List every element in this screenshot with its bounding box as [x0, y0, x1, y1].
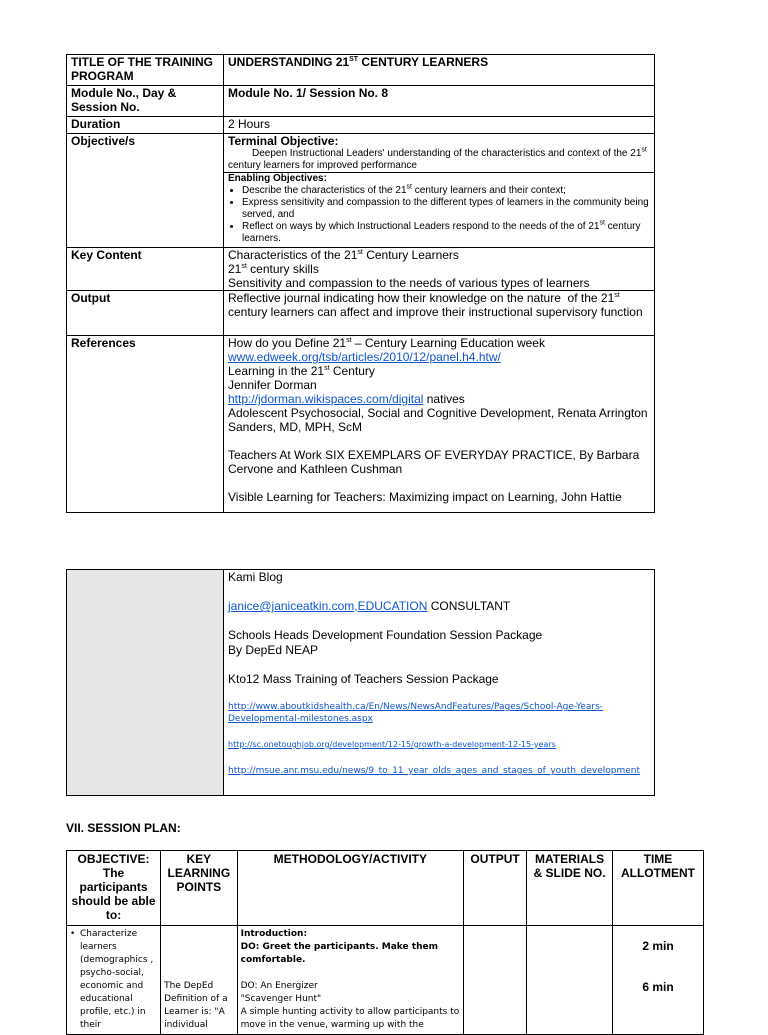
output-value: Reflective journal indicating how their knowledge on the nature of the 21st century learners can affect and improve their instructional supervisory function [224, 291, 655, 336]
training-info-table [66, 54, 655, 513]
energizer-name: "Scavenger Hunt" [240, 994, 322, 1004]
reference-line: Kto12 Mass Training of Teachers Session Package [228, 672, 499, 686]
bullet-icon: • [70, 929, 76, 939]
session-plan-row [67, 926, 704, 1035]
reference-line: Schools Heads Development Foundation Session Package [228, 628, 543, 642]
time-value: 2 min [642, 939, 674, 953]
title-label: TITLE OF THE TRAINING PROGRAM [67, 55, 224, 86]
objective-cell [67, 926, 161, 1035]
link-suffix: natives [423, 392, 465, 406]
reference-line: Visible Learning for Teachers: Maximizing impact on Learning, John Hattie [228, 490, 622, 504]
key-content-row [67, 248, 655, 291]
time-cell [612, 926, 703, 1035]
enabling-item: • Express sensitivity and compassion to the different types of learners in the community being served, and [242, 197, 650, 221]
jdorman-link[interactable]: http://jdorman.wikispaces.com/digital [228, 392, 424, 406]
enabling-list [228, 185, 650, 245]
time-value: 6 min [642, 980, 674, 994]
enabling-item: • Describe the characteristics of the 21st century learners and their context; [242, 185, 650, 197]
reference-line: How do you Define 21st – Century Learning Education week [228, 336, 545, 350]
module-value: Module No. 1/ Session No. 8 [224, 86, 655, 117]
reference-line: Learning in the 21st Century [228, 364, 375, 378]
reference-line: By DepEd NEAP [228, 643, 319, 657]
output-label: Output [67, 291, 224, 336]
duration-row [67, 117, 655, 134]
do-energizer: DO: An Energizer [240, 981, 318, 991]
title-value: UNDERSTANDING 21ST CENTURY LEARNERS [224, 55, 655, 86]
key-content-line: 21st century skills [228, 262, 319, 276]
enabling-heading: Enabling Objectives: [228, 173, 327, 184]
header-objective: OBJECTIVE: The participants should be able to: [67, 851, 161, 926]
blank-label-cell [67, 570, 224, 796]
duration-value: 2 Hours [224, 117, 655, 134]
do-greet: DO: Greet the participants. Make them comfortable. [240, 942, 438, 965]
header-output: OUTPUT [464, 851, 527, 926]
url-link[interactable]: http://www.aboutkidshealth.ca/En/News/NewsAndFeatures/Pages/School-Age-Years-Developmental-milestones.aspx [228, 702, 604, 724]
objective-text: Characterize learners (demographics , psycho-social, economic and educational profile, etc.) in their [80, 929, 154, 1030]
references-continued-table [66, 569, 655, 796]
references-label: References [67, 336, 224, 513]
email-suffix: CONSULTANT [427, 599, 511, 613]
header-key-points: KEY LEARNING POINTS [161, 851, 238, 926]
section-title: VII. SESSION PLAN: [66, 821, 181, 835]
duration-label: Duration [67, 117, 224, 134]
edweek-link[interactable]: www.edweek.org/tsb/articles/2010/12/panel.h4.htw/ [228, 350, 501, 364]
header-time: TIME ALLOTMENT [612, 851, 703, 926]
enabling-objective-cell [224, 173, 655, 248]
output-row [67, 291, 655, 336]
url-link[interactable]: http://sc.onetoughjob.org/development/12-15/growth-a-development-12-15-years [228, 740, 556, 749]
reference-line: Jennifer Dorman [228, 378, 317, 392]
key-points-cell [161, 926, 238, 1035]
enabling-item: • Reflect on ways by which Instructional Leaders respond to the needs of the of 21st century learners. [242, 221, 650, 245]
session-plan-header [67, 851, 704, 926]
objective-bullet [70, 928, 157, 1032]
key-content-value [224, 248, 655, 291]
reference-line: Adolescent Psychosocial, Social and Cognitive Development, Renata Arrington Sanders, MD, MPH, ScM [228, 406, 648, 434]
intro-heading: Introduction: [240, 929, 308, 939]
module-label: Module No., Day & Session No. [67, 86, 224, 117]
references-value [224, 336, 655, 513]
methodology-cell [237, 926, 463, 1035]
key-content-line: Characteristics of the 21st Century Learners [228, 248, 459, 262]
session-plan-table [66, 850, 704, 1035]
header-materials: MATERIALS & SLIDE NO. [527, 851, 613, 926]
materials-cell [527, 926, 613, 1035]
url-link[interactable]: http://msue.anr.msu.edu/news/9_to_11_year_olds_ages_and_stages_of_youth_development [228, 766, 640, 776]
key-content-line: Sensitivity and compassion to the needs of various types of learners [228, 276, 590, 290]
header-methodology: METHODOLOGY/ACTIVITY [237, 851, 463, 926]
title-row [67, 55, 655, 86]
terminal-text: Deepen Instructional Leaders' understanding of the characteristics and context of the 21st century learners for improved performance [228, 146, 647, 171]
energizer-desc: A simple hunting activity to allow participants to move in the venue, warming up with the [240, 1007, 460, 1030]
terminal-objective-cell [224, 134, 655, 173]
objectives-label: Objective/s [67, 134, 224, 248]
output-cell [464, 926, 527, 1035]
references-row [67, 336, 655, 513]
reference-line: Kami Blog [228, 570, 283, 584]
key-points-text: The DepEd Definition of a Learner is: "A individual [164, 981, 228, 1030]
email-link[interactable]: janice@janiceatkin.com,EDUCATION [228, 599, 428, 613]
module-row [67, 86, 655, 117]
reference-line: Teachers At Work SIX EXEMPLARS OF EVERYDAY PRACTICE, By Barbara Cervone and Kathleen Cushman [228, 448, 640, 476]
key-content-label: Key Content [67, 248, 224, 291]
terminal-heading: Terminal Objective: [228, 134, 339, 148]
references-continued-cell [224, 570, 655, 796]
objectives-row [67, 134, 655, 173]
